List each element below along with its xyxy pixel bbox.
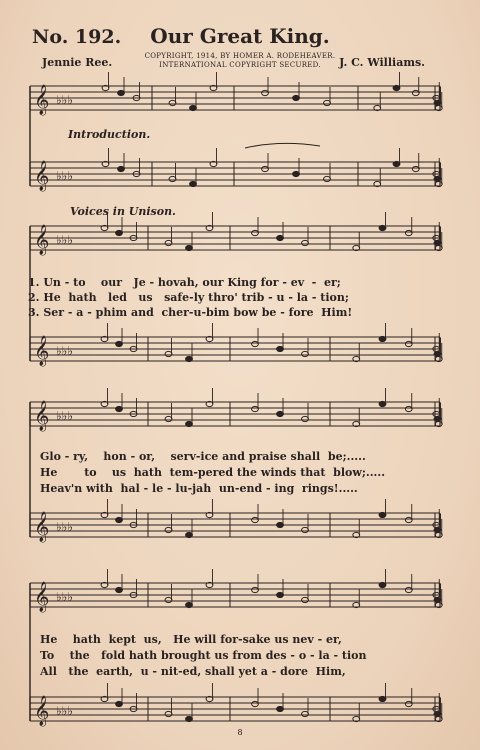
voices-label: Voices in Unison. — [70, 205, 176, 218]
note-head — [277, 522, 284, 527]
clef-icon: 𝄞 — [34, 401, 50, 431]
note-head — [434, 351, 441, 356]
copyright-line-1: COPYRIGHT, 1914, BY HOMER A. RODEHEAVER. — [144, 52, 336, 60]
note-head — [379, 512, 386, 517]
key-signature-icon: ♭♭♭ — [56, 520, 73, 534]
note-head — [252, 406, 259, 411]
note-head — [393, 161, 400, 166]
note-head — [116, 701, 123, 706]
note-head — [434, 176, 441, 181]
clef-icon: 𝄞 — [34, 336, 50, 366]
note-head — [118, 90, 125, 95]
note-head — [262, 90, 269, 95]
note-head — [165, 351, 172, 356]
note-head — [165, 240, 172, 245]
note-head — [252, 230, 259, 235]
note-head — [116, 587, 123, 592]
note-head — [252, 587, 259, 592]
note-head — [324, 176, 331, 181]
note-head — [434, 100, 441, 105]
note-head — [302, 351, 309, 356]
note-head — [116, 230, 123, 235]
note-head — [190, 105, 197, 110]
note-head — [434, 240, 441, 245]
note-head — [379, 696, 386, 701]
note-head — [405, 406, 412, 411]
note-head — [302, 527, 309, 532]
note-head — [379, 582, 386, 587]
lyricist: Jennie Ree. — [42, 56, 113, 69]
lyric-line: All the earth, u - nit-ed, shall yet a - dore Him, — [40, 665, 346, 678]
note-head — [302, 240, 309, 245]
copyright-line-2: INTERNATIONAL COPYRIGHT SECURED. — [159, 61, 321, 69]
lyric-line: 3. Ser - a - phim and cher-u-bim bow be - fore Him! — [28, 306, 353, 319]
slur — [245, 143, 320, 148]
lyric-line: Glo - ry, hon - or, serv-ice and praise shall be;..... — [40, 450, 366, 463]
clef-icon: 𝄞 — [34, 582, 50, 612]
note-head — [434, 711, 441, 716]
note-head — [405, 517, 412, 522]
note-head — [379, 401, 386, 406]
note-head — [186, 356, 193, 361]
note-head — [412, 166, 419, 171]
note-head — [116, 341, 123, 346]
lyric-line: He to us hath tem-pered the winds that blow;..... — [40, 466, 386, 479]
composer: J. C. Williams. — [339, 56, 425, 69]
clef-icon: 𝄞 — [34, 225, 50, 255]
hymn-number: No. 192. — [32, 26, 122, 48]
note-head — [116, 517, 123, 522]
note-head — [116, 406, 123, 411]
note-head — [302, 416, 309, 421]
note-head — [186, 421, 193, 426]
note-head — [252, 517, 259, 522]
key-signature-icon: ♭♭♭ — [56, 704, 73, 718]
note-head — [277, 592, 284, 597]
note-head — [165, 597, 172, 602]
key-signature-icon: ♭♭♭ — [56, 169, 73, 183]
note-head — [379, 336, 386, 341]
clef-icon: 𝄞 — [34, 85, 50, 115]
note-head — [324, 100, 331, 105]
note-head — [293, 95, 300, 100]
key-signature-icon: ♭♭♭ — [56, 344, 73, 358]
key-signature-icon: ♭♭♭ — [56, 409, 73, 423]
note-head — [165, 527, 172, 532]
note-head — [405, 701, 412, 706]
note-head — [252, 341, 259, 346]
hymn-title: Our Great King. — [150, 24, 330, 48]
note-head — [302, 597, 309, 602]
note-head — [277, 706, 284, 711]
note-head — [379, 225, 386, 230]
note-head — [277, 235, 284, 240]
note-head — [393, 85, 400, 90]
note-head — [405, 587, 412, 592]
lyric-line: 1. Un - to our Je - hovah, our King for - ev - er; — [28, 276, 341, 289]
clef-icon: 𝄞 — [34, 512, 50, 542]
note-head — [405, 341, 412, 346]
note-head — [165, 416, 172, 421]
note-head — [405, 230, 412, 235]
note-head — [169, 176, 176, 181]
key-signature-icon: ♭♭♭ — [56, 590, 73, 604]
note-head — [165, 711, 172, 716]
note-head — [186, 716, 193, 721]
clef-icon: 𝄞 — [34, 161, 50, 191]
note-head — [169, 100, 176, 105]
note-head — [434, 597, 441, 602]
note-head — [302, 711, 309, 716]
lyric-line: 2. He hath led us safe-ly thro' trib - u - la - tion; — [28, 291, 349, 304]
note-head — [434, 416, 441, 421]
key-signature-icon: ♭♭♭ — [56, 93, 73, 107]
note-head — [252, 701, 259, 706]
note-head — [186, 532, 193, 537]
lyric-line: Heav'n with hal - le - lu-jah un-end - ing rings!..... — [40, 482, 358, 495]
note-head — [118, 166, 125, 171]
note-head — [262, 166, 269, 171]
note-head — [190, 181, 197, 186]
lyric-line: He hath kept us, He will for-sake us nev - er, — [40, 633, 342, 646]
note-head — [434, 527, 441, 532]
clef-icon: 𝄞 — [34, 696, 50, 726]
note-head — [277, 411, 284, 416]
page-mark: 8 — [237, 728, 243, 737]
introduction-label: Introduction. — [68, 128, 151, 141]
note-head — [186, 602, 193, 607]
note-head — [277, 346, 284, 351]
note-head — [412, 90, 419, 95]
key-signature-icon: ♭♭♭ — [56, 233, 73, 247]
note-head — [186, 245, 193, 250]
lyric-line: To the fold hath brought us from des - o - la - tion — [40, 649, 367, 662]
note-head — [293, 171, 300, 176]
